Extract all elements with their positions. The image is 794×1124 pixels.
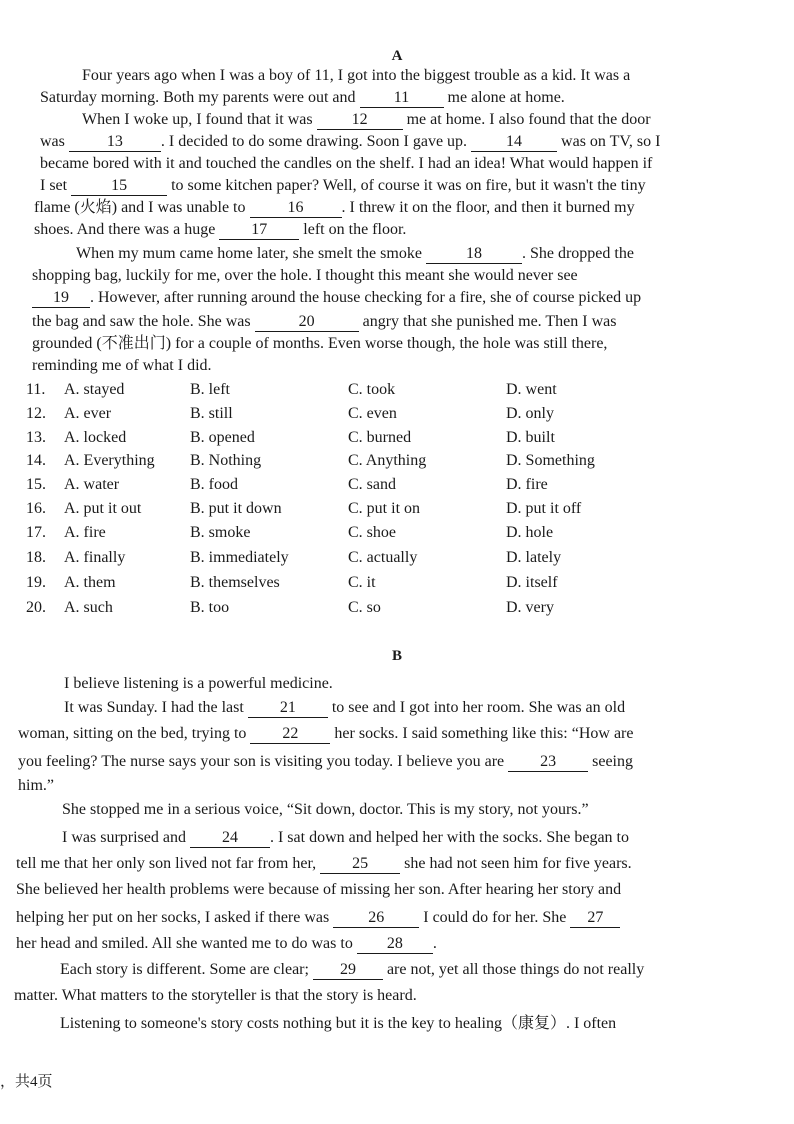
blank-12: 12 bbox=[317, 111, 403, 130]
blank-23: 23 bbox=[508, 753, 588, 772]
text-line: When my mum came home later, she smelt the smoke 18 . She dropped the bbox=[76, 245, 634, 262]
text-line: She stopped me in a serious voice, “Sit down, doctor. This is my story, not yours.” bbox=[62, 801, 589, 818]
text-line: 19 . However, after running around the house checking for a fire, she of course picked up bbox=[32, 288, 641, 308]
text-line: tell me that her only son lived not far from her, 25 she had not seen him for five years. bbox=[16, 855, 632, 872]
text-line: matter. What matters to the storyteller is that the story is heard. bbox=[14, 987, 417, 1004]
text-line: the bag and saw the hole. She was 20 angry that she punished me. Then I was bbox=[32, 313, 617, 330]
text-line: him.” bbox=[18, 777, 54, 794]
section-b-title: B bbox=[391, 648, 402, 664]
text-line: When I woke up, I found that it was 12 me at home. I also found that the door bbox=[82, 111, 651, 128]
blank-17: 17 bbox=[219, 221, 299, 240]
text-line: Four years ago when I was a boy of 11, I got into the biggest trouble as a kid. It was a bbox=[82, 67, 631, 84]
blank-18: 18 bbox=[426, 245, 522, 264]
blank-29: 29 bbox=[313, 961, 383, 980]
blank-19: 19 bbox=[32, 289, 90, 308]
blank-28: 28 bbox=[357, 935, 433, 954]
blank-14: 14 bbox=[471, 133, 557, 152]
text-line: helping her put on her socks, I asked if there was 26 I could do for her. She 27 bbox=[16, 908, 620, 928]
blank-26: 26 bbox=[333, 909, 419, 928]
blank-15: 15 bbox=[71, 177, 167, 196]
blank-20: 20 bbox=[255, 313, 359, 332]
blank-13: 13 bbox=[69, 133, 161, 152]
blank-22: 22 bbox=[250, 725, 330, 744]
text-line: Listening to someone's story costs nothing but it is the key to healing（康复）. I often bbox=[60, 1015, 617, 1032]
text-line: shoes. And there was a huge 17 left on the floor. bbox=[34, 221, 407, 238]
blank-16: 16 bbox=[250, 199, 342, 218]
text-line: I was surprised and 24 . I sat down and helped her with the socks. She began to bbox=[62, 829, 629, 846]
page-footer: ，共4页 bbox=[0, 1074, 53, 1090]
text-line: woman, sitting on the bed, trying to 22 her socks. I said something like this: “How are bbox=[18, 725, 634, 742]
text-line: you feeling? The nurse says your son is visiting you today. I believe you are 23 seeing bbox=[18, 753, 633, 770]
text-line: I set 15 to some kitchen paper? Well, of course it was on fire, but it wasn't the tiny bbox=[40, 177, 646, 194]
text-line: I believe listening is a powerful medicine. bbox=[64, 675, 333, 692]
text-line: was 13 . I decided to do some drawing. Soon I gave up. 14 was on TV, so I bbox=[40, 133, 661, 150]
text-line: It was Sunday. I had the last 21 to see and I got into her room. She was an old bbox=[64, 699, 626, 716]
section-a-title: A bbox=[391, 48, 403, 64]
text-line: reminding me of what I did. bbox=[32, 357, 212, 374]
text-line: flame (火焰) and I was unable to 16 . I threw it on the floor, and then it burned my bbox=[34, 199, 635, 216]
blank-27: 27 bbox=[570, 909, 620, 928]
text-line: her head and smiled. All she wanted me to do was to 28 . bbox=[16, 935, 437, 952]
blank-11: 11 bbox=[360, 89, 444, 108]
text-line: She believed her health problems were because of missing her son. After hearing her story and bbox=[16, 881, 622, 898]
blank-25: 25 bbox=[320, 855, 400, 874]
text-line: grounded (不准出门) for a couple of months. Even worse though, the hole was still there, bbox=[32, 335, 608, 352]
blank-21: 21 bbox=[248, 699, 328, 718]
text-line: shopping bag, luckily for me, over the hole. I thought this meant she would never see bbox=[32, 267, 578, 284]
text-line: Each story is different. Some are clear; 29 are not, yet all those things do not really bbox=[60, 961, 645, 978]
text-line: Saturday morning. Both my parents were out and 11 me alone at home. bbox=[40, 89, 565, 106]
blank-24: 24 bbox=[190, 829, 270, 848]
text-line: became bored with it and touched the candles on the shelf. I had an idea! What would happen if bbox=[40, 155, 653, 172]
